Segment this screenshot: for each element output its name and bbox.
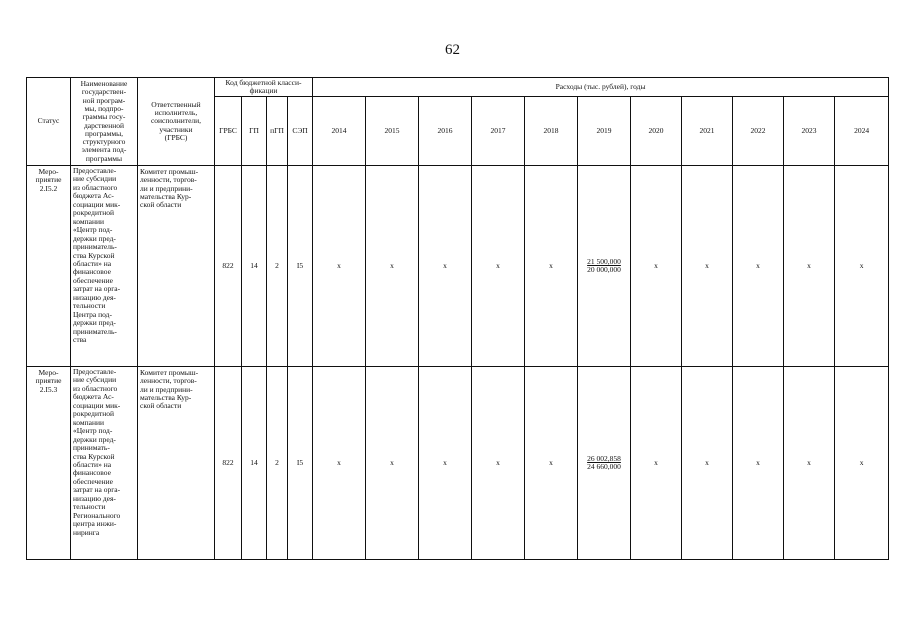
row-executor: Комитет промыш- ленности, торгов- ли и предприни- мательства Кур- ской области xyxy=(138,166,215,367)
expense-2015: x xyxy=(366,367,419,560)
expense-2019-amount-secondary: 24 660,000 xyxy=(587,462,621,471)
header-year: 2017 xyxy=(472,97,525,166)
expense-2020: x xyxy=(631,367,682,560)
table-row xyxy=(27,367,889,560)
header-expenses: Расходы (тыс. рублей), годы xyxy=(313,78,889,97)
header-year: 2023 xyxy=(784,97,835,166)
header-executor: Ответственный исполнитель, соисполнители, участники (ГРБС) xyxy=(138,78,215,166)
header-code-pgp: пГП xyxy=(267,97,288,166)
expense-2020: x xyxy=(631,166,682,367)
row-status: Меро- приятие 2.I5.3 xyxy=(27,367,71,560)
header-row-1 xyxy=(27,78,889,97)
header-code-gp: ГП xyxy=(242,97,267,166)
header-year: 2022 xyxy=(733,97,784,166)
expense-2018: x xyxy=(525,166,578,367)
header-year: 2014 xyxy=(313,97,366,166)
header-year: 2019 xyxy=(578,97,631,166)
expense-2024: x xyxy=(835,166,889,367)
expense-2021: x xyxy=(682,367,733,560)
expense-2016: x xyxy=(419,367,472,560)
table-row xyxy=(27,166,889,367)
budget-table xyxy=(26,77,889,560)
code-sep: I5 xyxy=(288,367,313,560)
row-status: Меро- приятие 2.I5.2 xyxy=(27,166,71,367)
expense-2015: x xyxy=(366,166,419,367)
expense-2024: x xyxy=(835,367,889,560)
expense-2021: x xyxy=(682,166,733,367)
expense-2014: x xyxy=(313,166,366,367)
expense-2018: x xyxy=(525,367,578,560)
header-code-sep: СЭП xyxy=(288,97,313,166)
expense-2022: x xyxy=(733,367,784,560)
expense-2017: x xyxy=(472,367,525,560)
header-year: 2018 xyxy=(525,97,578,166)
code-pgp: 2 xyxy=(267,367,288,560)
code-gp: 14 xyxy=(242,367,267,560)
expense-2019-amount: 26 002,858 xyxy=(587,453,621,463)
code-pgp: 2 xyxy=(267,166,288,367)
header-year: 2015 xyxy=(366,97,419,166)
expense-2014: x xyxy=(313,367,366,560)
expense-2019 xyxy=(578,166,631,367)
header-year: 2020 xyxy=(631,97,682,166)
expense-2016: x xyxy=(419,166,472,367)
expense-2022: x xyxy=(733,166,784,367)
row-name: Предоставле- ние субсидии из областного бюджета Ас- социации мик- рокредитной компании «Центр под- держки пред- приниматель- ства Курской области» на финансовое обеспечение затрат на орга- низацию дея- тельности Центра под- держки пред- приниматель- ства xyxy=(71,166,138,367)
expense-2023: x xyxy=(784,166,835,367)
expense-2023: x xyxy=(784,367,835,560)
header-year: 2021 xyxy=(682,97,733,166)
code-gp: 14 xyxy=(242,166,267,367)
expense-2019-amount: 21 500,000 xyxy=(587,256,621,266)
expense-2019-amount-secondary: 20 000,000 xyxy=(587,265,621,274)
header-year: 2016 xyxy=(419,97,472,166)
row-executor: Комитет промыш- ленности, торгов- ли и предприни- мательства Кур- ской области xyxy=(138,367,215,560)
header-status: Статус xyxy=(27,78,71,166)
code-grbs: 822 xyxy=(215,166,242,367)
header-code-grbs: ГРБС xyxy=(215,97,242,166)
code-sep: I5 xyxy=(288,166,313,367)
expense-2017: x xyxy=(472,166,525,367)
header-name: Наименование государствен- ной програм- мы, подпро- граммы госу- дарственной программы, структурного элемента под- программы xyxy=(71,78,138,166)
header-year: 2024 xyxy=(835,97,889,166)
expense-2019 xyxy=(578,367,631,560)
row-name: Предоставле- ние субсидии из областного бюджета Ас- социации мик- рокредитной компании «Центр под- держки пред- принимать- ства Курской области» на финансовое обеспечение затрат на орга- низацию дея- тельности Регионального центра инжи- ниринга xyxy=(71,367,138,560)
header-budget-code: Код бюджетной класси- фикации xyxy=(215,78,313,97)
page-number: 62 xyxy=(445,42,460,58)
code-grbs: 822 xyxy=(215,367,242,560)
